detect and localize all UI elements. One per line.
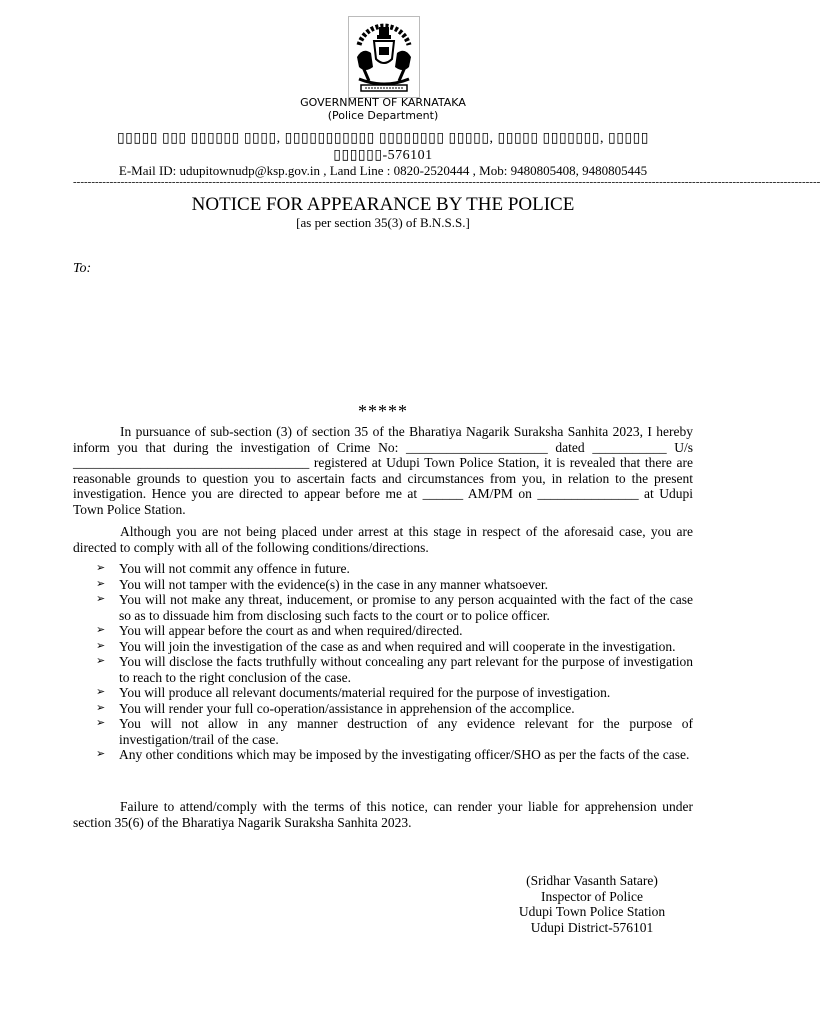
arrow-bullet-icon: ➢ [96, 748, 106, 760]
arrow-bullet-icon: ➢ [96, 562, 106, 574]
condition-text: Any other conditions which may be imposed by the investigating officer/SHO as per the facts of the case. [119, 747, 690, 762]
conditions-list [73, 561, 693, 763]
arrow-bullet-icon: ➢ [96, 577, 106, 590]
condition-text: You will not allow in any manner destruction of any evidence relevant for the purpose of investigation/trail of the case. [119, 716, 693, 747]
police-station: Udupi Town Police Station [518, 904, 666, 919]
district: Udupi District-576101 [530, 919, 654, 935]
state-emblem-icon [348, 16, 420, 98]
condition-item [73, 685, 693, 701]
arrow-bullet-icon: ➢ [96, 717, 106, 729]
condition-item [73, 701, 693, 717]
condition-item [73, 623, 693, 639]
contact-details: E-Mail ID: udupitownudp@ksp.gov.in , Land Line : 0820-2520444 , Mob: 9480805408, 9480805445 [118, 163, 648, 178]
condition-text: You will produce all relevant documents/material required for the purpose of investigation. [119, 685, 611, 700]
government-line: GOVERNMENT OF KARNATAKA [300, 96, 466, 109]
condition-item [73, 639, 693, 655]
notice-paragraph-1: In pursuance of sub-section (3) of section 35 of the Bharatiya Nagarik Suraksha Sanhita 2023, I hereby inform you that during the investigation of Crime No: _____________________ dated ___________ U/s ___________________________________ registered at Udupi Town Police Station, it is revealed that there are reasonable grounds to question you to ascertain facts and circumstances from you, in relation to the present investigation. Hence you are directed to appear before me at ______ AM/PM on _______________ at Udupi Town Police Station. [73, 424, 693, 517]
arrow-bullet-icon: ➢ [96, 593, 106, 605]
government-name [73, 96, 693, 122]
condition-item [73, 747, 693, 763]
header-divider: ------------------------------------------------------------------------------------------------------------------------------------------------------------------------------------------------------------ [73, 176, 820, 188]
condition-item [73, 716, 693, 747]
condition-text: You will join the investigation of the case as and when required and will cooperate in the investigation. [119, 638, 676, 654]
department-line: (Police Department) [327, 109, 439, 122]
condition-item [73, 561, 693, 577]
notice-subtitle: [as per section 35(3) of B.N.S.S.] [296, 215, 470, 230]
notice-title: NOTICE FOR APPEARANCE BY THE POLICE [191, 194, 575, 215]
condition-item [73, 577, 693, 593]
office-address-kannada: ▯▯▯▯▯ ▯▯▯ ▯▯▯▯▯▯ ▯▯▯▯, ▯▯▯▯▯▯▯▯▯▯▯ ▯▯▯▯▯▯▯▯ ▯▯▯▯▯, ▯▯▯▯▯ ▯▯▯▯▯▯▯, ▯▯▯▯▯ ▯▯▯▯▯▯-576101 [116, 131, 650, 163]
notice-paragraph-2: Although you are not being placed under arrest at this stage in respect of the aforesaid case, you are directed to comply with all of the following conditions/directions. [73, 524, 693, 555]
arrow-bullet-icon: ➢ [96, 655, 106, 667]
condition-text: You will not tamper with the evidence(s) in the case in any manner whatsoever. [119, 576, 549, 592]
arrow-bullet-icon: ➢ [96, 639, 106, 652]
arrow-bullet-icon: ➢ [96, 624, 106, 636]
condition-item [73, 654, 693, 685]
arrow-bullet-icon: ➢ [96, 686, 106, 698]
separator-stars: ***** [358, 401, 408, 421]
condition-text: You will not commit any offence in future. [119, 561, 350, 576]
officer-designation: Inspector of Police [541, 888, 643, 904]
notice-paragraph-3: Failure to attend/comply with the terms of this notice, can render your liable for apprehension under section 35(6) of the Bharatiya Nagarik Suraksha Sanhita 2023. [73, 799, 693, 830]
signature-block [480, 873, 704, 935]
condition-text: You will render your full co-operation/assistance in apprehension of the accomplice. [119, 700, 575, 716]
arrow-bullet-icon: ➢ [96, 701, 106, 714]
officer-name: (Sridhar Vasanth Satare) [526, 873, 658, 888]
condition-text: You will appear before the court as and when required/directed. [119, 623, 463, 638]
recipient-label: To: [73, 261, 92, 276]
condition-item [73, 592, 693, 623]
condition-text: You will disclose the facts truthfully without concealing any part relevant for the purpose of investigation to reach to the right conclusion of the case. [119, 654, 693, 685]
condition-text: You will not make any threat, inducement, or promise to any person acquainted with the fact of the case so as to dissuade him from disclosing such facts to the court or to police officer. [119, 592, 693, 623]
